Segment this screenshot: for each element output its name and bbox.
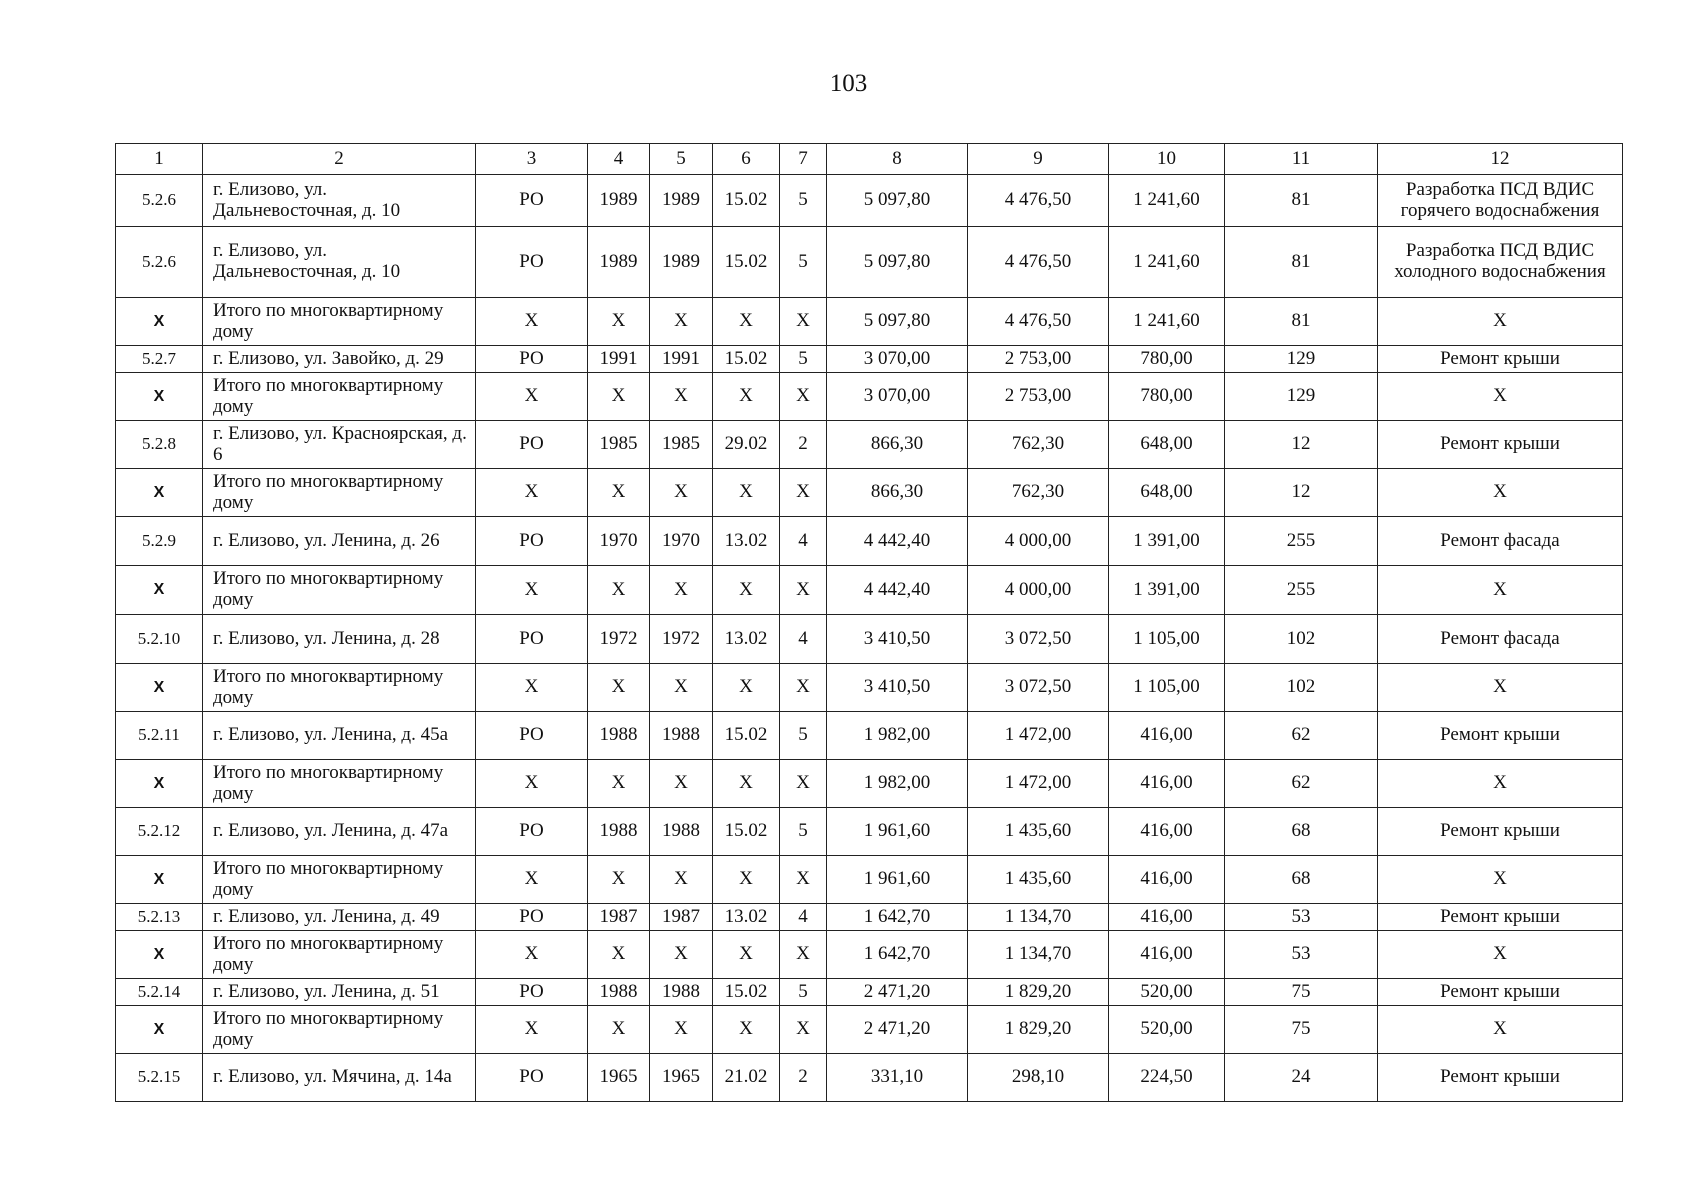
residential-area-cell: 298,10 [968,1054,1109,1102]
year-commissioned-cell: Х [650,1006,713,1054]
item-number-cell: Х [116,931,203,979]
building-code-cell: 15.02 [713,712,780,760]
wall-material-cell: РО [476,227,588,298]
wall-material-cell: РО [476,1054,588,1102]
column-number: 2 [203,144,476,175]
building-code-cell: Х [713,1006,780,1054]
cost-cell: 1 105,00 [1109,664,1225,712]
residents-count-cell: 102 [1225,615,1378,664]
year-built-cell: 1972 [588,615,650,664]
year-commissioned-cell: Х [650,856,713,904]
floors-cell: 4 [780,615,827,664]
building-code-cell: Х [713,760,780,808]
item-number-cell: Х [116,1006,203,1054]
column-number: 6 [713,144,780,175]
total-area-cell: 1 961,60 [827,856,968,904]
building-code-cell: 21.02 [713,1054,780,1102]
residents-count-cell: 53 [1225,931,1378,979]
address-cell: Итого по многоквартирному дому [203,856,476,904]
wall-material-cell: РО [476,615,588,664]
cost-cell: 1 105,00 [1109,615,1225,664]
residents-count-cell: 24 [1225,1054,1378,1102]
floors-cell: Х [780,664,827,712]
wall-material-cell: Х [476,931,588,979]
year-built-cell: 1965 [588,1054,650,1102]
year-built-cell: Х [588,856,650,904]
item-number-cell: 5.2.9 [116,517,203,566]
residents-count-cell: 129 [1225,346,1378,373]
residential-area-cell: 762,30 [968,469,1109,517]
floors-cell: Х [780,566,827,615]
total-row [116,298,1623,346]
total-area-cell: 3 410,50 [827,664,968,712]
year-built-cell: 1988 [588,979,650,1006]
item-number-cell: 5.2.8 [116,421,203,469]
column-number: 1 [116,144,203,175]
floors-cell: Х [780,298,827,346]
residents-count-cell: 68 [1225,808,1378,856]
table-row [116,1054,1623,1102]
residential-area-cell: 4 000,00 [968,517,1109,566]
year-commissioned-cell: 1965 [650,1054,713,1102]
residents-count-cell: 81 [1225,175,1378,227]
work-type-cell: Разработка ПСД ВДИС горячего водоснабжения [1378,175,1623,227]
floors-cell: Х [780,373,827,421]
cost-cell: 648,00 [1109,469,1225,517]
floors-cell: 2 [780,421,827,469]
year-commissioned-cell: Х [650,469,713,517]
address-cell: г. Елизово, ул. Завойко, д. 29 [203,346,476,373]
building-code-cell: Х [713,469,780,517]
building-code-cell: Х [713,298,780,346]
cost-cell: 416,00 [1109,808,1225,856]
wall-material-cell: РО [476,808,588,856]
total-area-cell: 1 642,70 [827,931,968,979]
item-number-cell: Х [116,664,203,712]
total-area-cell: 1 982,00 [827,712,968,760]
address-cell: Итого по многоквартирному дому [203,931,476,979]
year-commissioned-cell: Х [650,373,713,421]
year-commissioned-cell: 1972 [650,615,713,664]
total-area-cell: 1 982,00 [827,760,968,808]
wall-material-cell: РО [476,175,588,227]
work-type-cell: Разработка ПСД ВДИС холодного водоснабжения [1378,227,1623,298]
repair-program-table [115,143,1623,1102]
work-type-cell: Ремонт крыши [1378,808,1623,856]
item-number-cell: 5.2.13 [116,904,203,931]
year-built-cell: 1989 [588,175,650,227]
residential-area-cell: 1 435,60 [968,808,1109,856]
wall-material-cell: Х [476,760,588,808]
residents-count-cell: 12 [1225,469,1378,517]
total-area-cell: 3 410,50 [827,615,968,664]
year-commissioned-cell: 1989 [650,227,713,298]
year-built-cell: Х [588,469,650,517]
cost-cell: 416,00 [1109,931,1225,979]
cost-cell: 520,00 [1109,1006,1225,1054]
residents-count-cell: 53 [1225,904,1378,931]
column-number: 3 [476,144,588,175]
residential-area-cell: 1 472,00 [968,760,1109,808]
wall-material-cell: РО [476,517,588,566]
floors-cell: 5 [780,227,827,298]
year-commissioned-cell: 1988 [650,712,713,760]
item-number-cell: Х [116,760,203,808]
cost-cell: 520,00 [1109,979,1225,1006]
column-number: 4 [588,144,650,175]
building-code-cell: Х [713,566,780,615]
table-row [116,346,1623,373]
residential-area-cell: 3 072,50 [968,615,1109,664]
residents-count-cell: 12 [1225,421,1378,469]
wall-material-cell: РО [476,904,588,931]
residential-area-cell: 1 435,60 [968,856,1109,904]
table-row [116,808,1623,856]
cost-cell: 416,00 [1109,856,1225,904]
residents-count-cell: 68 [1225,856,1378,904]
wall-material-cell: Х [476,856,588,904]
floors-cell: 4 [780,517,827,566]
item-number-cell: 5.2.6 [116,227,203,298]
year-built-cell: Х [588,298,650,346]
floors-cell: Х [780,856,827,904]
work-type-cell: Х [1378,566,1623,615]
residents-count-cell: 255 [1225,517,1378,566]
year-commissioned-cell: 1989 [650,175,713,227]
work-type-cell: Ремонт крыши [1378,904,1623,931]
wall-material-cell: РО [476,979,588,1006]
total-row [116,931,1623,979]
floors-cell: Х [780,931,827,979]
address-cell: г. Елизово, ул. Ленина, д. 45а [203,712,476,760]
year-commissioned-cell: Х [650,298,713,346]
address-cell: г. Елизово, ул. Ленина, д. 49 [203,904,476,931]
item-number-cell: 5.2.12 [116,808,203,856]
work-type-cell: Ремонт крыши [1378,421,1623,469]
year-built-cell: 1987 [588,904,650,931]
address-cell: Итого по многоквартирному дому [203,298,476,346]
floors-cell: 5 [780,808,827,856]
table-row [116,421,1623,469]
year-commissioned-cell: 1985 [650,421,713,469]
work-type-cell: Х [1378,931,1623,979]
cost-cell: 416,00 [1109,760,1225,808]
cost-cell: 780,00 [1109,346,1225,373]
residential-area-cell: 2 753,00 [968,346,1109,373]
building-code-cell: 29.02 [713,421,780,469]
year-built-cell: 1985 [588,421,650,469]
column-number: 12 [1378,144,1623,175]
wall-material-cell: Х [476,469,588,517]
work-type-cell: Ремонт крыши [1378,712,1623,760]
item-number-cell: Х [116,566,203,615]
residents-count-cell: 129 [1225,373,1378,421]
year-commissioned-cell: 1988 [650,808,713,856]
residential-area-cell: 1 829,20 [968,979,1109,1006]
column-number: 9 [968,144,1109,175]
address-cell: Итого по многоквартирному дому [203,373,476,421]
residential-area-cell: 1 472,00 [968,712,1109,760]
cost-cell: 1 241,60 [1109,227,1225,298]
total-area-cell: 1 642,70 [827,904,968,931]
building-code-cell: 15.02 [713,175,780,227]
building-code-cell: 13.02 [713,615,780,664]
building-code-cell: Х [713,856,780,904]
item-number-cell: 5.2.11 [116,712,203,760]
year-commissioned-cell: Х [650,566,713,615]
year-built-cell: Х [588,373,650,421]
year-commissioned-cell: 1987 [650,904,713,931]
column-number: 5 [650,144,713,175]
wall-material-cell: РО [476,421,588,469]
floors-cell: 5 [780,979,827,1006]
residential-area-cell: 2 753,00 [968,373,1109,421]
cost-cell: 416,00 [1109,904,1225,931]
work-type-cell: Х [1378,373,1623,421]
year-built-cell: Х [588,931,650,979]
total-area-cell: 2 471,20 [827,979,968,1006]
residential-area-cell: 762,30 [968,421,1109,469]
cost-cell: 648,00 [1109,421,1225,469]
year-commissioned-cell: Х [650,664,713,712]
address-cell: г. Елизово, ул. Ленина, д. 26 [203,517,476,566]
cost-cell: 1 241,60 [1109,298,1225,346]
year-commissioned-cell: 1988 [650,979,713,1006]
table-body [116,144,1623,1102]
address-cell: Итого по многоквартирному дому [203,664,476,712]
year-built-cell: 1988 [588,808,650,856]
column-number: 7 [780,144,827,175]
total-area-cell: 3 070,00 [827,346,968,373]
cost-cell: 1 241,60 [1109,175,1225,227]
work-type-cell: Х [1378,298,1623,346]
building-code-cell: Х [713,373,780,421]
item-number-cell: 5.2.6 [116,175,203,227]
residents-count-cell: 62 [1225,712,1378,760]
year-built-cell: Х [588,664,650,712]
residential-area-cell: 4 476,50 [968,175,1109,227]
table-row [116,904,1623,931]
address-cell: Итого по многоквартирному дому [203,1006,476,1054]
item-number-cell: 5.2.10 [116,615,203,664]
work-type-cell: Ремонт крыши [1378,979,1623,1006]
table-row [116,517,1623,566]
item-number-cell: 5.2.7 [116,346,203,373]
column-number: 8 [827,144,968,175]
address-cell: г. Елизово, ул. Ленина, д. 47а [203,808,476,856]
total-area-cell: 2 471,20 [827,1006,968,1054]
floors-cell: 4 [780,904,827,931]
address-cell: г. Елизово, ул. Дальневосточная, д. 10 [203,175,476,227]
total-row [116,1006,1623,1054]
item-number-cell: Х [116,298,203,346]
building-code-cell: Х [713,931,780,979]
item-number-cell: Х [116,469,203,517]
item-number-cell: 5.2.14 [116,979,203,1006]
item-number-cell: Х [116,373,203,421]
building-code-cell: 13.02 [713,517,780,566]
cost-cell: 780,00 [1109,373,1225,421]
cost-cell: 416,00 [1109,712,1225,760]
year-commissioned-cell: 1970 [650,517,713,566]
building-code-cell: 15.02 [713,808,780,856]
total-row [116,760,1623,808]
wall-material-cell: Х [476,664,588,712]
total-row [116,373,1623,421]
total-row [116,856,1623,904]
total-area-cell: 5 097,80 [827,227,968,298]
year-built-cell: Х [588,566,650,615]
total-area-cell: 866,30 [827,421,968,469]
residential-area-cell: 3 072,50 [968,664,1109,712]
address-cell: г. Елизово, ул. Дальневосточная, д. 10 [203,227,476,298]
wall-material-cell: Х [476,298,588,346]
building-code-cell: 13.02 [713,904,780,931]
year-built-cell: Х [588,760,650,808]
building-code-cell: Х [713,664,780,712]
cost-cell: 224,50 [1109,1054,1225,1102]
work-type-cell: Х [1378,469,1623,517]
total-area-cell: 5 097,80 [827,175,968,227]
year-commissioned-cell: Х [650,760,713,808]
address-cell: Итого по многоквартирному дому [203,760,476,808]
floors-cell: 5 [780,175,827,227]
total-row [116,469,1623,517]
work-type-cell: Х [1378,664,1623,712]
total-row [116,566,1623,615]
year-commissioned-cell: Х [650,931,713,979]
year-built-cell: Х [588,1006,650,1054]
floors-cell: 5 [780,712,827,760]
residential-area-cell: 1 829,20 [968,1006,1109,1054]
address-cell: г. Елизово, ул. Ленина, д. 28 [203,615,476,664]
building-code-cell: 15.02 [713,346,780,373]
residents-count-cell: 81 [1225,298,1378,346]
column-number: 11 [1225,144,1378,175]
residents-count-cell: 102 [1225,664,1378,712]
work-type-cell: Ремонт фасада [1378,615,1623,664]
total-row [116,664,1623,712]
address-cell: г. Елизово, ул. Красноярская, д. 6 [203,421,476,469]
table-row [116,979,1623,1006]
work-type-cell: Ремонт фасада [1378,517,1623,566]
wall-material-cell: РО [476,346,588,373]
floors-cell: 2 [780,1054,827,1102]
floors-cell: Х [780,469,827,517]
year-commissioned-cell: 1991 [650,346,713,373]
work-type-cell: Х [1378,760,1623,808]
item-number-cell: Х [116,856,203,904]
total-area-cell: 866,30 [827,469,968,517]
residential-area-cell: 1 134,70 [968,931,1109,979]
total-area-cell: 4 442,40 [827,566,968,615]
total-area-cell: 1 961,60 [827,808,968,856]
work-type-cell: Ремонт крыши [1378,346,1623,373]
cost-cell: 1 391,00 [1109,517,1225,566]
cost-cell: 1 391,00 [1109,566,1225,615]
floors-cell: Х [780,760,827,808]
address-cell: г. Елизово, ул. Ленина, д. 51 [203,979,476,1006]
table-row [116,227,1623,298]
residential-area-cell: 1 134,70 [968,904,1109,931]
address-cell: Итого по многоквартирному дому [203,566,476,615]
total-area-cell: 4 442,40 [827,517,968,566]
work-type-cell: Х [1378,1006,1623,1054]
column-number-header-row [116,144,1623,175]
table-row [116,175,1623,227]
total-area-cell: 331,10 [827,1054,968,1102]
building-code-cell: 15.02 [713,979,780,1006]
work-type-cell: Х [1378,856,1623,904]
table-row [116,712,1623,760]
residents-count-cell: 62 [1225,760,1378,808]
year-built-cell: 1991 [588,346,650,373]
residents-count-cell: 75 [1225,979,1378,1006]
address-cell: г. Елизово, ул. Мячина, д. 14а [203,1054,476,1102]
work-type-cell: Ремонт крыши [1378,1054,1623,1102]
wall-material-cell: Х [476,566,588,615]
residential-area-cell: 4 476,50 [968,227,1109,298]
total-area-cell: 3 070,00 [827,373,968,421]
wall-material-cell: РО [476,712,588,760]
floors-cell: 5 [780,346,827,373]
residential-area-cell: 4 476,50 [968,298,1109,346]
address-cell: Итого по многоквартирному дому [203,469,476,517]
year-built-cell: 1989 [588,227,650,298]
building-code-cell: 15.02 [713,227,780,298]
item-number-cell: 5.2.15 [116,1054,203,1102]
total-area-cell: 5 097,80 [827,298,968,346]
wall-material-cell: Х [476,1006,588,1054]
table-row [116,615,1623,664]
residents-count-cell: 81 [1225,227,1378,298]
residents-count-cell: 255 [1225,566,1378,615]
wall-material-cell: Х [476,373,588,421]
year-built-cell: 1970 [588,517,650,566]
column-number: 10 [1109,144,1225,175]
page-number: 103 [829,70,868,97]
residential-area-cell: 4 000,00 [968,566,1109,615]
year-built-cell: 1988 [588,712,650,760]
residents-count-cell: 75 [1225,1006,1378,1054]
floors-cell: Х [780,1006,827,1054]
